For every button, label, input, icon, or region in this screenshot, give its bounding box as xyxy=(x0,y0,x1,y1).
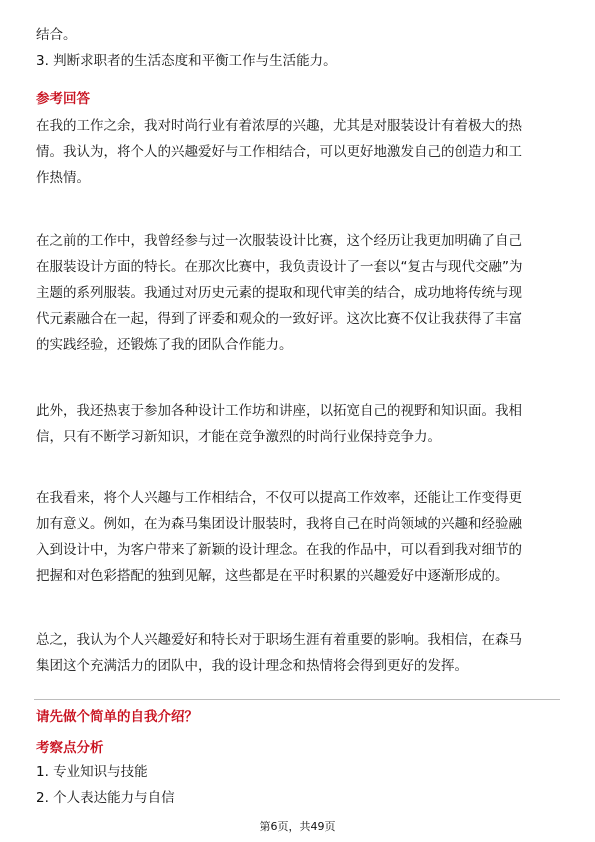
paragraph-line: 情。我认为，将个人的兴趣爱好与工作相结合，可以更好地激发自己的创造力和工 xyxy=(36,144,522,160)
paragraph-line: 的实践经验，还锻炼了我的团队合作能力。 xyxy=(36,337,293,353)
paragraph-line: 总之，我认为个人兴趣爱好和特长对于职场生涯有着重要的影响。我相信，在森马 xyxy=(36,632,522,648)
paragraph-line: 把握和对色彩搭配的独到见解，这些都是在平时积累的兴趣爱好中逐渐形成的。 xyxy=(36,568,509,584)
previous-section-tail xyxy=(36,22,560,74)
analysis-heading: 考察点分析 xyxy=(36,740,104,756)
paragraph-line: 此外，我还热衷于参加各种设计工作坊和讲座，以拓宽自己的视野和知识面。我相 xyxy=(36,403,522,419)
page-number: 第6页，共49页 xyxy=(259,820,336,833)
paragraph-line: 入到设计中，为客户带来了新颖的设计理念。在我的作品中，可以看到我对细节的 xyxy=(36,542,522,558)
question-title: 请先做个简单的自我介绍？ xyxy=(36,709,198,725)
paragraph-line: 主题的系列服装。我通过对历史元素的提取和现代审美的结合，成功地将传统与现 xyxy=(36,285,522,301)
answer-paragraph-3 xyxy=(36,398,560,450)
paragraph-line: 在我的工作之余，我对时尚行业有着浓厚的兴趣，尤其是对服装设计有着极大的热 xyxy=(36,118,522,134)
paragraph-line: 作热情。 xyxy=(36,170,90,186)
answer-paragraph-5 xyxy=(36,627,560,679)
paragraph-line: 加有意义。例如，在为森马集团设计服装时，我将自己在时尚领域的兴趣和经验融 xyxy=(36,516,522,532)
paragraph-line: 集团这个充满活力的团队中，我的设计理念和热情将会得到更好的发挥。 xyxy=(36,658,468,674)
paragraph-line: 代元素融合在一起，得到了评委和观众的一致好评。这次比赛不仅让我获得了丰富 xyxy=(36,311,522,327)
paragraph-line: 在之前的工作中，我曾经参与过一次服装设计比赛，这个经历让我更加明确了自己 xyxy=(36,233,522,249)
answer-paragraph-4 xyxy=(36,485,560,589)
answer-heading: 参考回答 xyxy=(36,91,90,107)
list-item: 2. 个人表达能力与自信 xyxy=(36,790,175,806)
answer-paragraph-1 xyxy=(36,113,560,191)
continued-text: 结合。 xyxy=(36,27,77,43)
paragraph-line: 在我看来，将个人兴趣与工作相结合，不仅可以提高工作效率，还能让工作变得更 xyxy=(36,490,522,506)
paragraph-line: 在服装设计方面的特长。在那次比赛中，我负责设计了一套以“复古与现代交融”为 xyxy=(36,259,523,275)
section-divider xyxy=(34,699,560,700)
list-item-3: 3. 判断求职者的生活态度和平衡工作与生活能力。 xyxy=(36,53,337,69)
analysis-points xyxy=(36,759,560,811)
list-item: 1. 专业知识与技能 xyxy=(36,764,148,780)
paragraph-line: 信，只有不断学习新知识，才能在竞争激烈的时尚行业保持竞争力。 xyxy=(36,429,441,445)
answer-paragraph-2 xyxy=(36,228,560,358)
